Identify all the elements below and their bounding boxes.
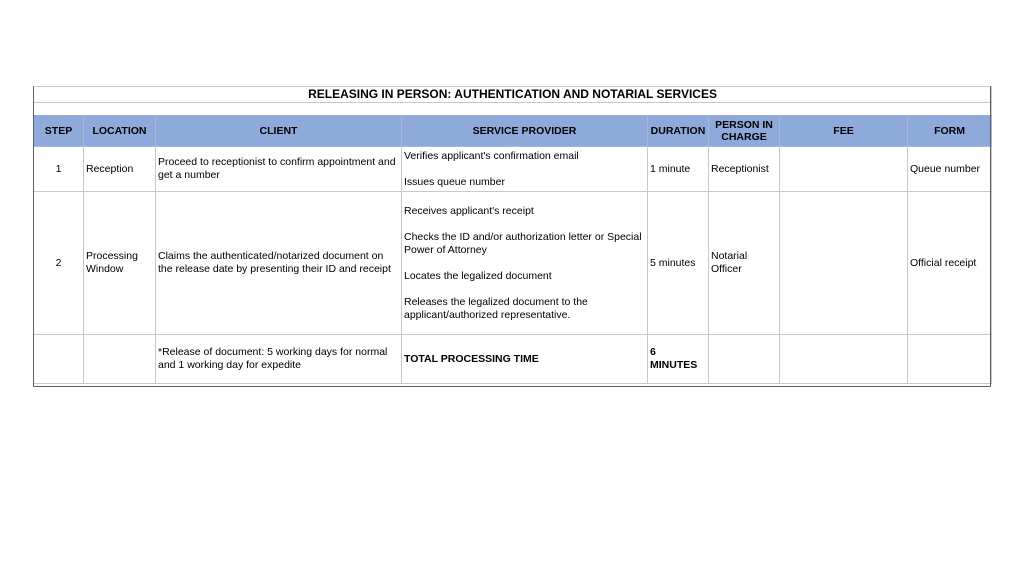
header-person-in-charge	[709, 116, 780, 147]
form-cell: Queue number	[908, 147, 992, 192]
service-provider-cell	[402, 147, 648, 192]
total-processing-time-value	[648, 335, 709, 384]
step-cell: 2	[34, 192, 84, 335]
person-cell: Notarial Officer	[709, 192, 780, 335]
total-processing-time-label: TOTAL PROCESSING TIME	[402, 335, 648, 384]
client-cell: Proceed to receptionist to confirm appointment and get a number	[156, 147, 402, 192]
service-step: Receives applicant's receipt	[404, 204, 534, 217]
header-step: STEP	[34, 116, 84, 147]
header-person-line1: PERSON IN	[715, 119, 773, 131]
footer-row	[34, 335, 992, 384]
release-note: *Release of document: 5 working days for normal and 1 working day for expedite	[156, 335, 402, 384]
total-line2: MINUTES	[650, 359, 698, 371]
header-form: FORM	[908, 116, 992, 147]
service-step: Verifies applicant's confirmation email	[404, 149, 579, 162]
header-duration: DURATION	[648, 116, 709, 147]
fee-cell	[780, 192, 908, 335]
person-cell: Receptionist	[709, 147, 780, 192]
client-cell: Claims the authenticated/notarized document on the release date by presenting their ID and receipt	[156, 192, 402, 335]
header-person-line2: CHARGE	[721, 131, 767, 143]
process-table-container	[33, 86, 991, 384]
service-step: Issues queue number	[404, 175, 505, 188]
service-step: Releases the legalized document to the applicant/authorized representative.	[404, 295, 588, 321]
header-location: LOCATION	[84, 116, 156, 147]
title-row	[34, 87, 992, 103]
duration-cell: 5 minutes	[648, 192, 709, 335]
location-cell: Processing Window	[84, 192, 156, 335]
location-cell: Reception	[84, 147, 156, 192]
table-title: RELEASING IN PERSON: AUTHENTICATION AND NOTARIAL SERVICES	[34, 87, 992, 103]
duration-cell: 1 minute	[648, 147, 709, 192]
step-cell: 1	[34, 147, 84, 192]
spacer-row	[34, 103, 992, 116]
table-row	[34, 147, 992, 192]
process-table	[33, 86, 992, 384]
service-step: Checks the ID and/or authorization letter or Special Power of Attorney	[404, 230, 642, 256]
total-line1: 6	[650, 346, 656, 358]
fee-cell	[780, 147, 908, 192]
header-client: CLIENT	[156, 116, 402, 147]
header-fee: FEE	[780, 116, 908, 147]
service-step: Locates the legalized document	[404, 269, 552, 282]
service-provider-cell	[402, 192, 648, 335]
form-cell: Official receipt	[908, 192, 992, 335]
table-row	[34, 192, 992, 335]
header-service-provider: SERVICE PROVIDER	[402, 116, 648, 147]
header-row	[34, 116, 992, 147]
